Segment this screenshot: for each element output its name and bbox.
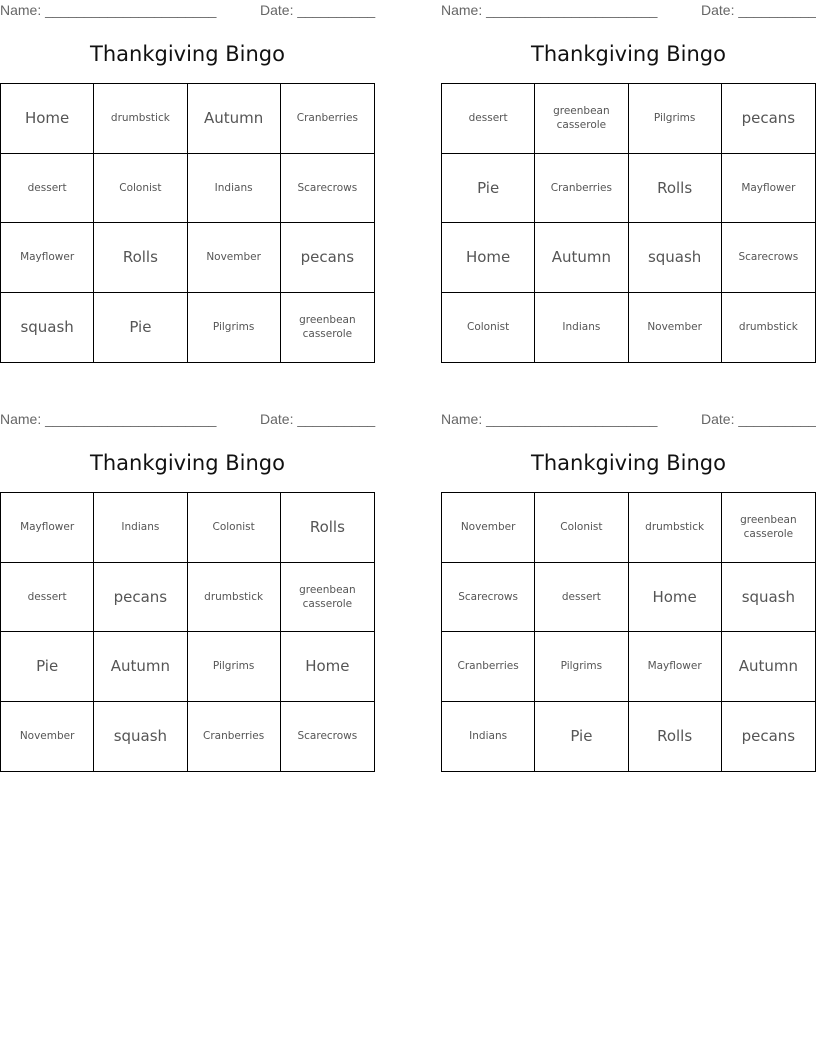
bingo-cell: November — [188, 223, 281, 293]
bingo-cell: Indians — [94, 493, 187, 563]
bingo-grid — [441, 492, 816, 772]
bingo-cell: Autumn — [722, 632, 815, 702]
bingo-cell: Pilgrims — [188, 632, 281, 702]
bingo-cell: Home — [629, 563, 722, 633]
name-date-row — [0, 411, 376, 429]
bingo-cell: squash — [629, 223, 722, 293]
bingo-cell: November — [629, 293, 722, 363]
bingo-grid — [0, 83, 375, 363]
name-field[interactable]: Name: ______________________ — [0, 411, 217, 427]
bingo-cell: Autumn — [94, 632, 187, 702]
bingo-cell: dessert — [535, 563, 628, 633]
bingo-cell: pecans — [94, 563, 187, 633]
bingo-cell: dessert — [1, 154, 94, 224]
bingo-cell: Mayflower — [1, 223, 94, 293]
bingo-cell: squash — [722, 563, 815, 633]
date-field[interactable]: Date: __________ — [260, 2, 376, 18]
bingo-cell: Pie — [535, 702, 628, 772]
bingo-cell: Pie — [1, 632, 94, 702]
bingo-cell: Pilgrims — [535, 632, 628, 702]
bingo-cell: Rolls — [281, 493, 374, 563]
bingo-cell: greenbean casserole — [722, 493, 815, 563]
bingo-grid — [0, 492, 375, 772]
bingo-cell: dessert — [442, 84, 535, 154]
bingo-cell: Home — [442, 223, 535, 293]
bingo-cell: greenbean casserole — [299, 314, 356, 341]
bingo-cell: Indians — [442, 702, 535, 772]
bingo-cell: Colonist — [188, 493, 281, 563]
bingo-cell: Mayflower — [722, 154, 815, 224]
bingo-cell: Colonist — [535, 493, 628, 563]
bingo-cell: November — [442, 493, 535, 563]
bingo-cell: Indians — [188, 154, 281, 224]
bingo-cell: dessert — [1, 563, 94, 633]
card-title: Thankgiving Bingo — [531, 42, 726, 66]
date-field[interactable]: Date: __________ — [260, 411, 376, 427]
date-field[interactable]: Date: __________ — [701, 2, 816, 18]
name-field[interactable]: Name: ______________________ — [441, 411, 658, 427]
date-field[interactable]: Date: __________ — [701, 411, 816, 427]
bingo-cell: Pilgrims — [629, 84, 722, 154]
bingo-cell: Cranberries — [281, 84, 374, 154]
name-date-row — [441, 411, 816, 429]
bingo-cell: Rolls — [629, 702, 722, 772]
bingo-cell: drumbstick — [629, 493, 722, 563]
bingo-cell: pecans — [281, 223, 374, 293]
card-title: Thankgiving Bingo — [90, 42, 285, 66]
bingo-cell: greenbean casserole — [535, 84, 628, 154]
bingo-cell: Autumn — [188, 84, 281, 154]
bingo-cell: greenbean casserole — [281, 563, 374, 633]
bingo-cell: Mayflower — [1, 493, 94, 563]
bingo-cell: Mayflower — [629, 632, 722, 702]
bingo-cell: Pie — [94, 293, 187, 363]
bingo-cell: Scarecrows — [297, 730, 358, 743]
bingo-cell: pecans — [741, 727, 796, 746]
bingo-cell: pecans — [722, 84, 815, 154]
bingo-cell: squash — [1, 293, 94, 363]
bingo-cell: Scarecrows — [281, 154, 374, 224]
bingo-cell: Pie — [442, 154, 535, 224]
bingo-cell: drumbstick — [188, 563, 281, 633]
bingo-cell: Cranberries — [535, 154, 628, 224]
name-date-row — [0, 2, 376, 20]
bingo-cell: November — [1, 702, 94, 772]
bingo-cell: Pilgrims — [188, 293, 281, 363]
bingo-cell: squash — [94, 702, 187, 772]
bingo-cell: Colonist — [94, 154, 187, 224]
card-title: Thankgiving Bingo — [531, 451, 726, 475]
bingo-cell: Cranberries — [442, 632, 535, 702]
bingo-cell: drumbstick — [94, 84, 187, 154]
name-date-row — [441, 2, 816, 20]
bingo-cell: Indians — [535, 293, 628, 363]
name-field[interactable]: Name: ______________________ — [0, 2, 217, 18]
bingo-cell: Home — [281, 632, 374, 702]
bingo-cell: Autumn — [535, 223, 628, 293]
bingo-cell: Rolls — [94, 223, 187, 293]
card-title: Thankgiving Bingo — [90, 451, 285, 475]
bingo-cell: Rolls — [629, 154, 722, 224]
bingo-cell: Scarecrows — [442, 563, 535, 633]
bingo-cell: Cranberries — [188, 702, 281, 772]
bingo-grid — [441, 83, 816, 363]
bingo-cell: drumbstick — [738, 321, 798, 334]
bingo-cell: Scarecrows — [722, 223, 815, 293]
bingo-cell: Home — [1, 84, 94, 154]
bingo-cell: Colonist — [442, 293, 535, 363]
name-field[interactable]: Name: ______________________ — [441, 2, 658, 18]
